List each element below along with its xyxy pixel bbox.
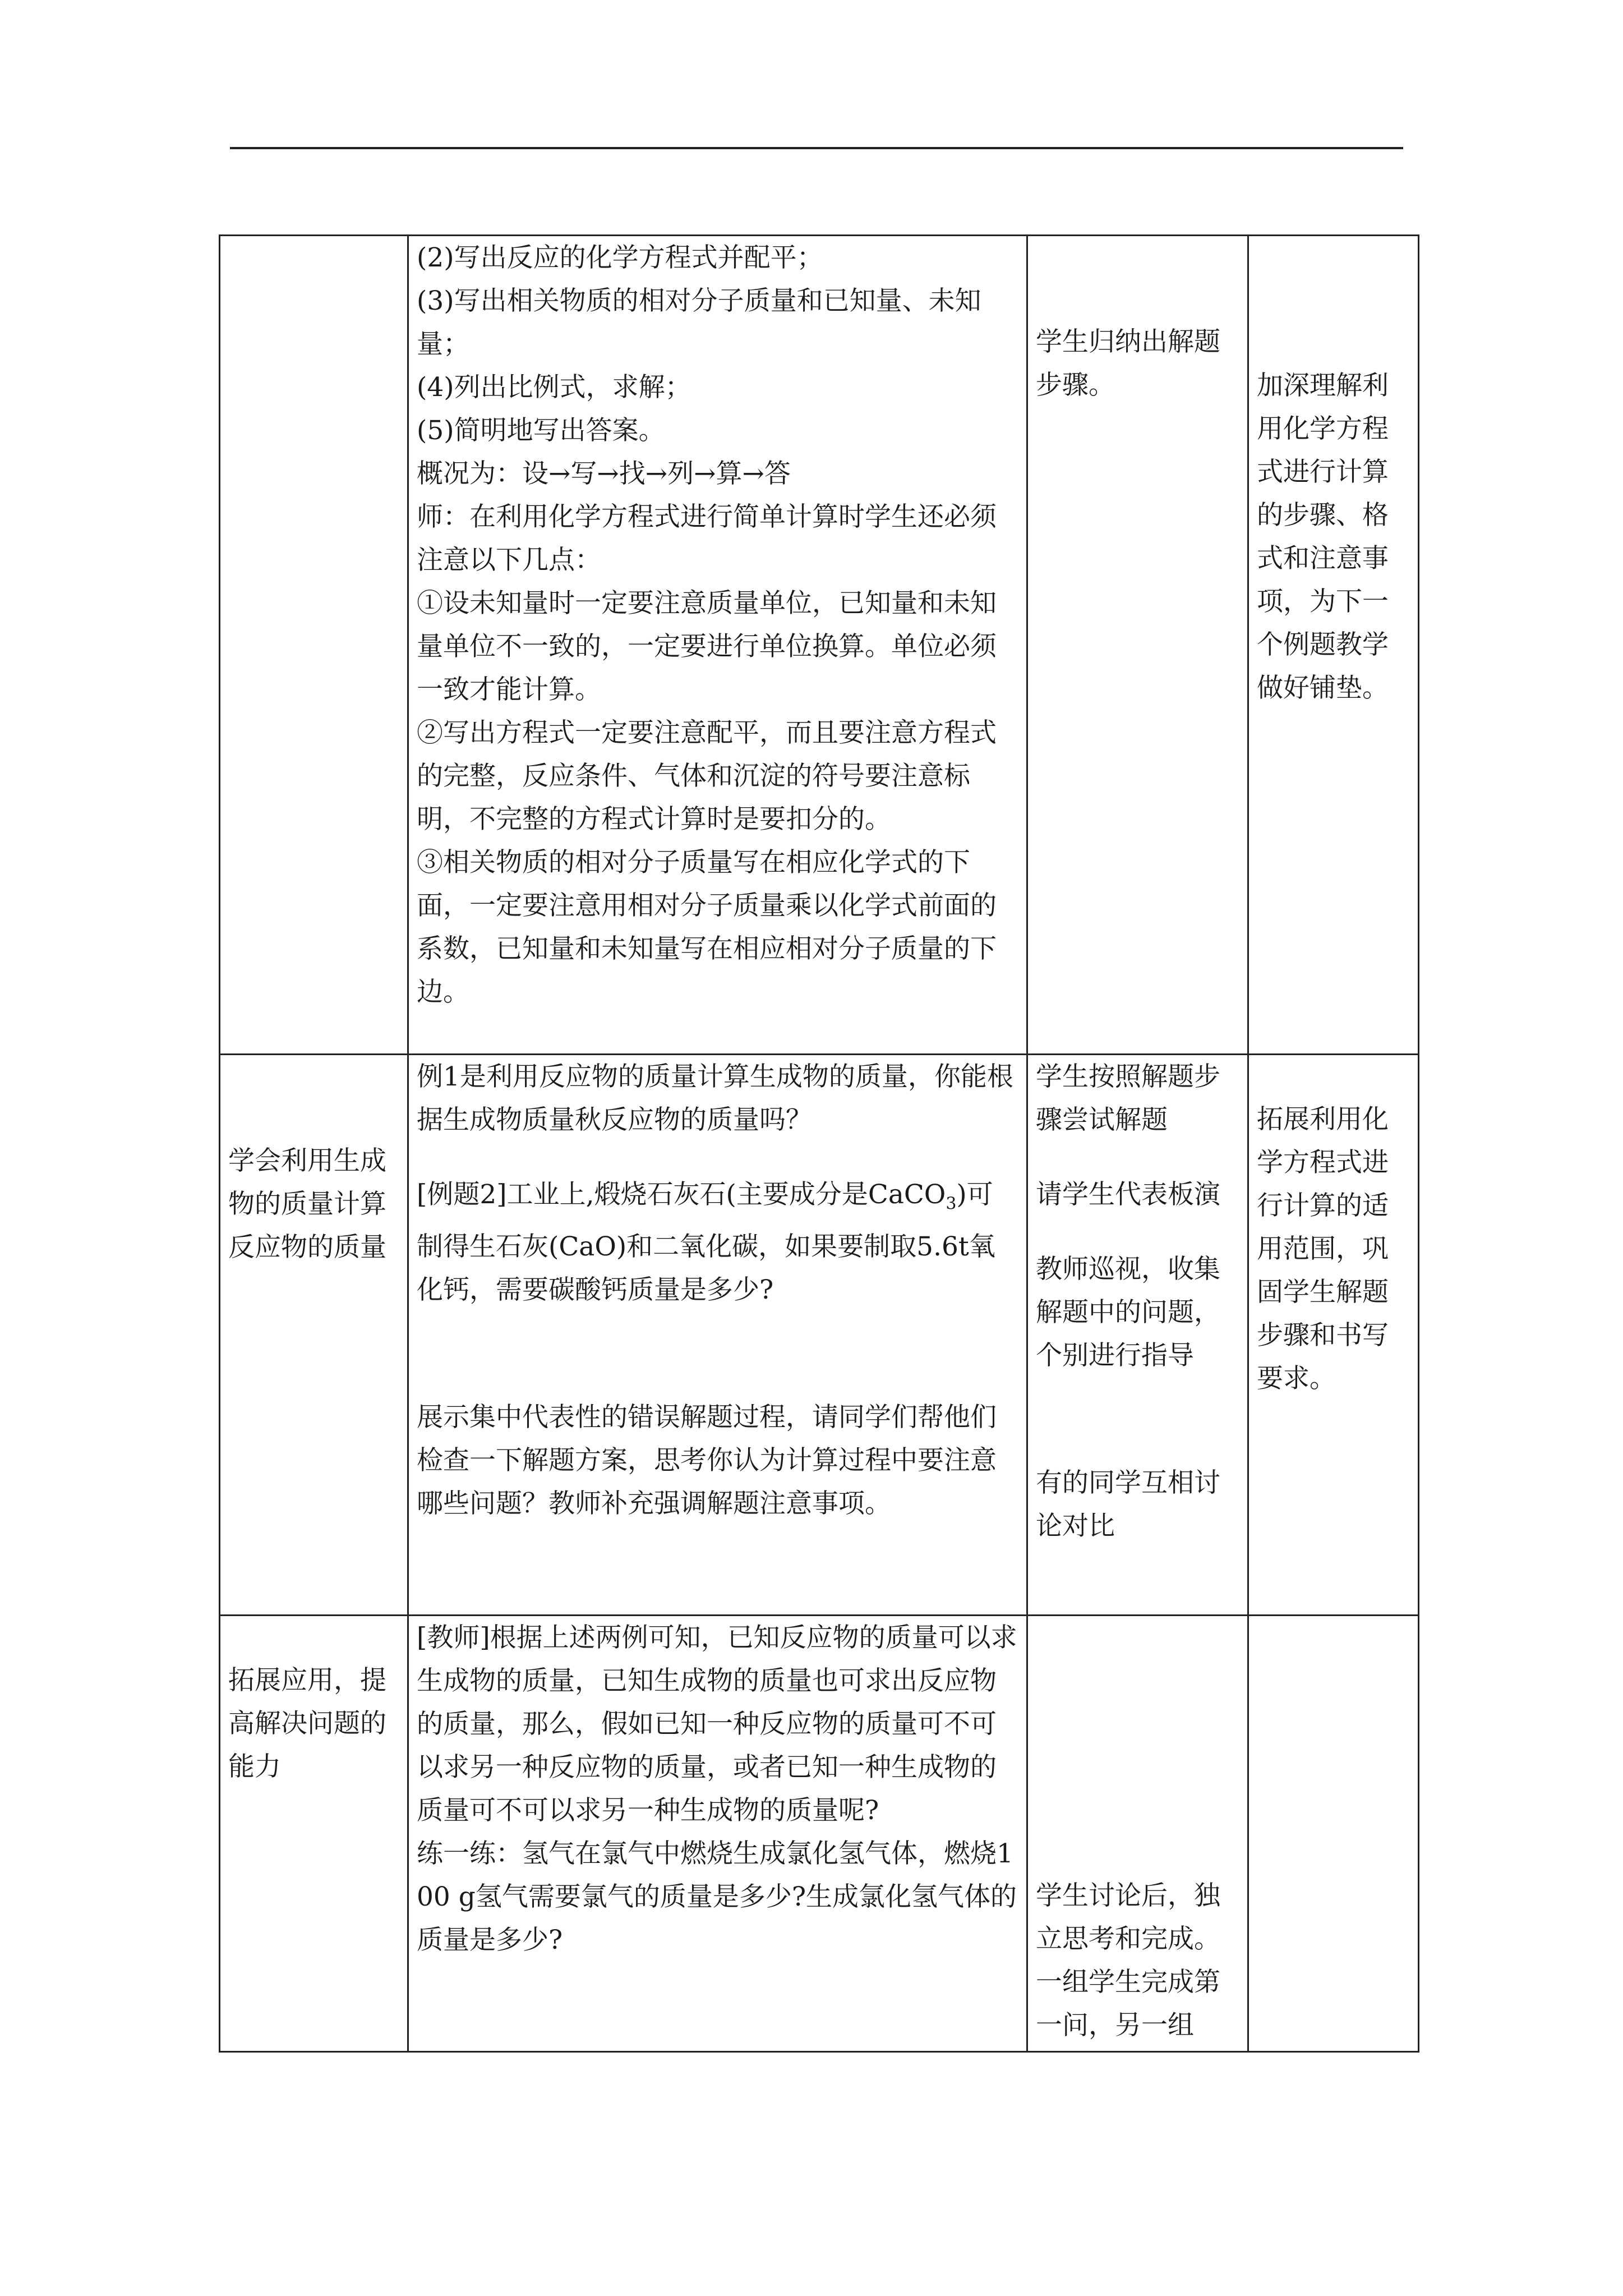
activity-text: 学生讨论后，独立思考和完成。一组学生完成第一问，另一组 bbox=[1036, 1880, 1220, 2041]
content-cell bbox=[408, 236, 1027, 1055]
step-2: (2)写出反应的化学方程式并配平； bbox=[417, 242, 823, 273]
example-2-problem: [例题2]工业上,煅烧石灰石(主要成分是CaCO$_3$)可制得生石灰(CaO)和二氧化碳，如果要制取5.6t氧化钙，需要碳酸钙质量是多少? bbox=[417, 1179, 995, 1306]
subscript-3: 3 bbox=[946, 1194, 957, 1214]
table-row bbox=[220, 1616, 1419, 2052]
intent-cell bbox=[1248, 1616, 1419, 2052]
activity-3: 教师巡视，收集解题中的问题，个别进行指导 bbox=[1036, 1254, 1220, 1371]
content-cell bbox=[408, 1616, 1027, 2052]
goal-text bbox=[228, 236, 399, 461]
step-3: (3)写出相关物质的相对分子质量和已知量、未知量； bbox=[417, 286, 981, 360]
goal-cell bbox=[220, 1055, 408, 1616]
activity-cell bbox=[1027, 1616, 1248, 2052]
error-review-text: 展示集中代表性的错误解题过程，请同学们帮他们检查一下解题方案，思考你认为计算过程中要注意哪些问题？教师补充强调解题注意事项。 bbox=[417, 1402, 997, 1520]
step-4: (4)列出比例式，求解； bbox=[417, 372, 691, 403]
intent-text: 加深理解利用化学方程式进行计算的步骤、格式和注意事项，为下一个例题教学做好铺垫。 bbox=[1257, 370, 1389, 703]
activity-2: 请学生代表板演 bbox=[1036, 1179, 1220, 1210]
example-1-question: 例1是利用反应物的质量计算生成物的质量，你能根据生成物质量秋反应物的质量吗？ bbox=[417, 1061, 1013, 1135]
step-5: (5)简明地写出答案。 bbox=[417, 415, 665, 446]
table-row bbox=[220, 1055, 1419, 1616]
goal-text: 拓展应用，提高解决问题的能力 bbox=[228, 1665, 386, 1782]
note-3: ③相关物质的相对分子质量写在相应化学式的下面，一定要注意用相对分子质量乘以化学式前面的系数，已知量和未知量写在相应相对分子质量的下边。 bbox=[417, 847, 997, 1007]
goal-text: 学会利用生成物的质量计算反应物的质量 bbox=[228, 1145, 386, 1263]
intent-cell bbox=[1248, 1055, 1419, 1616]
activity-4: 有的同学互相讨论对比 bbox=[1036, 1467, 1220, 1542]
goal-cell bbox=[220, 1616, 408, 2052]
intent-cell bbox=[1248, 236, 1419, 1055]
teacher-question: [教师]根据上述两例可知，已知反应物的质量可以求生成物的质量，已知生成物的质量也可求出反应物的质量，那么，假如已知一种反应物的质量可不可以求另一种反应物的质量，或者已知一种生成物的质量可不可以求另一种生成物的质量呢? bbox=[417, 1622, 1017, 1826]
steps-summary: 概况为：设→写→找→列→算→答 bbox=[417, 458, 791, 489]
content-cell bbox=[408, 1055, 1027, 1616]
note-1: ①设未知量时一定要注意质量单位，已知量和未知量单位不一致的，一定要进行单位换算。单位必须一致才能计算。 bbox=[417, 588, 997, 705]
teacher-note: 师：在利用化学方程式进行简单计算时学生还必须注意以下几点： bbox=[417, 501, 997, 576]
table-row bbox=[220, 236, 1419, 1055]
intent-text: 拓展利用化学方程式进行计算的适用范围，巩固学生解题步骤和书写要求。 bbox=[1257, 1104, 1389, 1394]
activity-text: 学生归纳出解题步骤。 bbox=[1036, 326, 1220, 401]
lesson-plan-table bbox=[219, 234, 1419, 2053]
goal-cell bbox=[220, 236, 408, 1055]
activity-cell bbox=[1027, 1055, 1248, 1616]
practice-exercise: 练一练：氢气在氯气中燃烧生成氯化氢气体，燃烧100 g氢气需要氯气的质量是多少?生成氯化氢气体的质量是多少? bbox=[417, 1838, 1017, 1955]
header-rule bbox=[230, 147, 1403, 149]
activity-cell bbox=[1027, 236, 1248, 1055]
note-2: ②写出方程式一定要注意配平，而且要注意方程式的完整，反应条件、气体和沉淀的符号要注意标明，不完整的方程式计算时是要扣分的。 bbox=[417, 717, 997, 835]
activity-1: 学生按照解题步骤尝试解题 bbox=[1036, 1061, 1220, 1135]
